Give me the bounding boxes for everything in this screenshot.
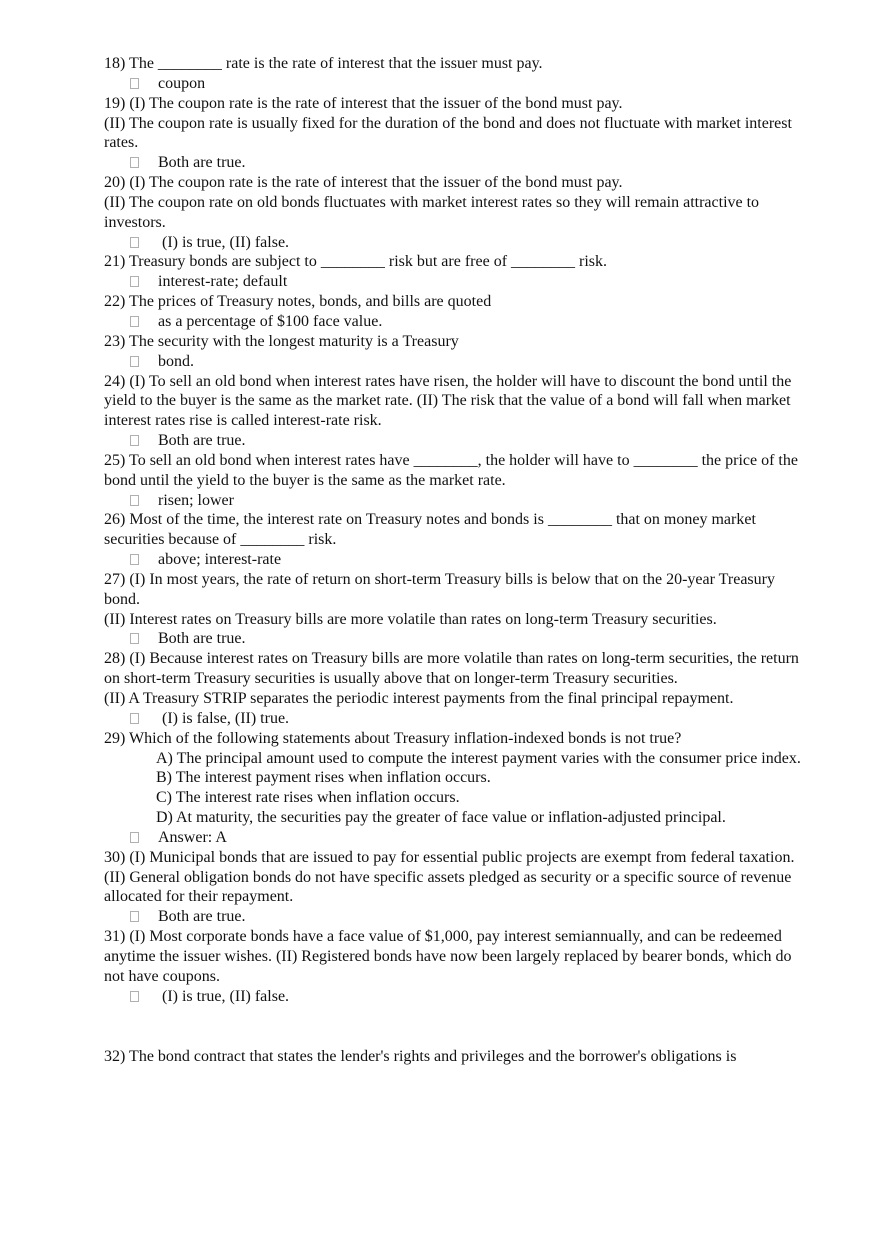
question-list <box>104 54 804 1066</box>
checkbox-glyph-icon <box>130 832 139 843</box>
line-text: 29) Which of the following statements about Treasury inflation-indexed bonds is not true? <box>104 729 682 747</box>
line-text: B) The interest payment rises when inflation occurs. <box>156 769 491 787</box>
question-text <box>104 451 804 491</box>
answer-line <box>104 987 804 1007</box>
question-text <box>104 332 804 352</box>
question-text <box>104 193 804 233</box>
question-text <box>104 114 804 154</box>
question-text <box>104 1047 804 1067</box>
checkbox-glyph-icon <box>130 316 139 327</box>
question-text <box>104 649 804 689</box>
line-text: as a percentage of $100 face value. <box>158 312 383 330</box>
question-text <box>104 610 804 630</box>
checkbox-glyph-icon <box>130 237 139 248</box>
answer-line <box>104 629 804 649</box>
question-text <box>104 570 804 610</box>
line-text: 31) (I) Most corporate bonds have a face value of $1,000, pay interest semiannually, and can be redeemed anytime the issuer wishes. (II) Registered bonds have now been largely replaced by bearer bonds, which do not have coupons. <box>104 928 792 985</box>
answer-line <box>104 272 804 292</box>
line-text: C) The interest rate rises when inflation occurs. <box>156 789 460 807</box>
line-text: 21) Treasury bonds are subject to ________ risk but are free of ________ risk. <box>104 253 608 271</box>
line-text: (I) is true, (II) false. <box>158 987 290 1005</box>
line-text: risen; lower <box>158 491 234 509</box>
question-text <box>104 729 804 749</box>
answer-line <box>104 153 804 173</box>
line-text: coupon <box>158 74 206 92</box>
answer-line <box>104 431 804 451</box>
line-text: 22) The prices of Treasury notes, bonds, and bills are quoted <box>104 293 492 311</box>
question-text <box>104 510 804 550</box>
checkbox-glyph-icon <box>130 276 139 287</box>
checkbox-glyph-icon <box>130 713 139 724</box>
question-text <box>104 252 804 272</box>
line-text: 27) (I) In most years, the rate of return on short-term Treasury bills is below that on the 20-year Treasury bond. <box>104 570 775 608</box>
answer-option <box>104 808 804 828</box>
line-text: (II) A Treasury STRIP separates the periodic interest payments from the final principal repayment. <box>104 690 734 707</box>
line-text: Answer: A <box>158 828 227 846</box>
line-text: (I) is true, (II) false. <box>158 233 290 251</box>
line-text: interest-rate; default <box>158 273 288 291</box>
answer-option <box>104 768 804 788</box>
line-text: 25) To sell an old bond when interest rates have ________, the holder will have to ________ the price of the bond until the yield to the buyer is the same as the market rate. <box>104 451 798 489</box>
question-text <box>104 54 804 74</box>
checkbox-glyph-icon <box>130 633 139 644</box>
line-text: Both are true. <box>158 908 246 926</box>
question-text <box>104 689 804 709</box>
answer-line <box>104 907 804 927</box>
line-text: (II) Interest rates on Treasury bills are more volatile than rates on long-term Treasury securities. <box>104 610 717 628</box>
line-text: Both are true. <box>158 432 246 450</box>
answer-option <box>104 788 804 808</box>
question-text <box>104 848 804 908</box>
question-text <box>104 372 804 432</box>
answer-line <box>104 550 804 570</box>
line-text: 32) The bond contract that states the lender's rights and privileges and the borrower's obligations is <box>104 1047 737 1065</box>
answer-line <box>104 709 804 729</box>
line-text: 24) (I) To sell an old bond when interest rates have risen, the holder will have to discount the bond until the yield to the buyer is the same as the market rate. (II) The risk that the value of a bond will fall when market interest rates rise is called interest-rate risk. <box>104 372 792 430</box>
line-text: 23) The security with the longest maturity is a Treasury <box>104 332 459 350</box>
question-text <box>104 173 804 193</box>
line-text: 26) Most of the time, the interest rate on Treasury notes and bonds is ________ that on money market securities because of ________ risk. <box>104 511 756 549</box>
line-text: 20) (I) The coupon rate is the rate of interest that the issuer of the bond must pay. <box>104 174 623 192</box>
page-spacer <box>104 1007 804 1047</box>
checkbox-glyph-icon <box>130 911 139 922</box>
answer-line <box>104 491 804 511</box>
line-text: 19) (I) The coupon rate is the rate of interest that the issuer of the bond must pay. <box>104 94 623 112</box>
answer-line <box>104 352 804 372</box>
checkbox-glyph-icon <box>130 991 139 1002</box>
checkbox-glyph-icon <box>130 554 139 565</box>
checkbox-glyph-icon <box>130 435 139 446</box>
answer-line <box>104 233 804 253</box>
line-text: 18) The ________ rate is the rate of interest that the issuer must pay. <box>104 55 543 72</box>
line-text: (II) The coupon rate is usually fixed for the duration of the bond and does not fluctuate with market interest rates. <box>104 114 792 152</box>
checkbox-glyph-icon <box>130 495 139 506</box>
question-text <box>104 292 804 312</box>
line-text: Both are true. <box>158 630 246 648</box>
answer-line <box>104 312 804 332</box>
line-text: (II) The coupon rate on old bonds fluctuates with market interest rates so they will remain attractive to investors. <box>104 193 760 231</box>
checkbox-glyph-icon <box>130 157 139 168</box>
line-text: 30) (I) Municipal bonds that are issued to pay for essential public projects are exempt from federal taxation. (II) General obligation bonds do not have specific assets pledged as security or a specific source of revenue allocated for their repayment. <box>104 848 795 906</box>
answer-line <box>104 74 804 94</box>
line-text: bond. <box>158 352 194 370</box>
line-text: D) At maturity, the securities pay the greater of face value or inflation-adjusted principal. <box>156 809 726 827</box>
answer-option <box>104 749 804 769</box>
checkbox-glyph-icon <box>130 78 139 89</box>
line-text: above; interest-rate <box>158 551 282 569</box>
answer-line <box>104 828 804 848</box>
line-text: 28) (I) Because interest rates on Treasury bills are more volatile than rates on long-term securities, the return on short-term Treasury securities is usually above that on longer-term Treasury securities. <box>104 650 799 688</box>
question-text <box>104 927 804 987</box>
line-text: A) The principal amount used to compute the interest payment varies with the consumer price index. <box>156 749 801 767</box>
checkbox-glyph-icon <box>130 356 139 367</box>
line-text: Both are true. <box>158 154 246 172</box>
line-text: (I) is false, (II) true. <box>158 709 290 727</box>
question-text <box>104 94 804 114</box>
